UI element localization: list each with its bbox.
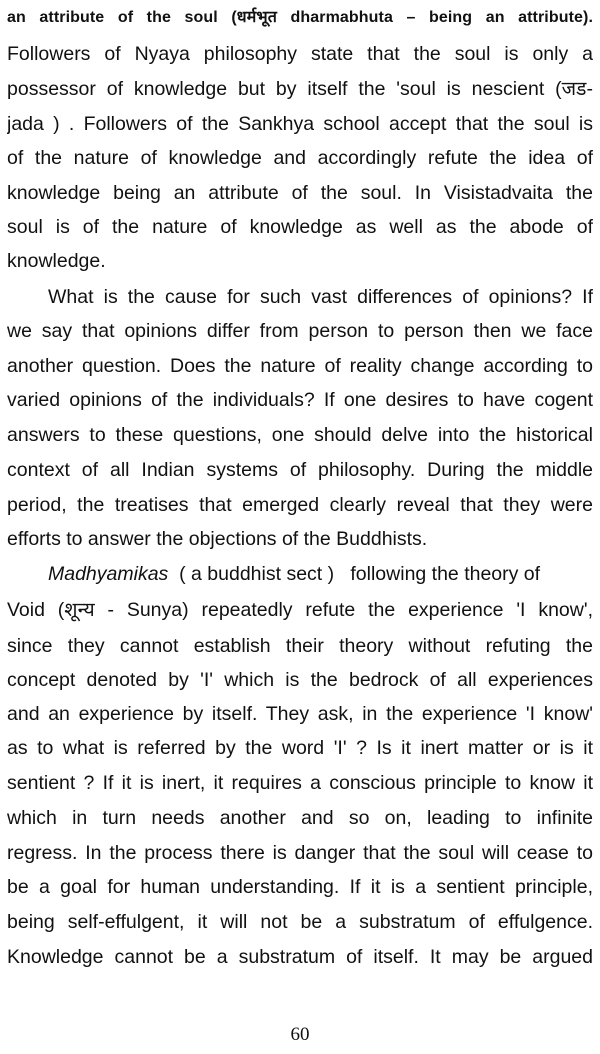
text-span: ( a buddhist sect ) following the theory of [168,563,541,585]
text-line: we say that opinions differ from person to person then we face [7,320,593,342]
paragraph-first-line [48,557,593,591]
text-line: answers to these questions, one should delve into the historical [7,424,593,446]
text-line: knowledge. [7,250,106,272]
text-line: another question. Does the nature of reality change according to [7,355,593,377]
text-line: varied opinions of the individuals? If one desires to have cogent [7,389,593,411]
text-line: being self-effulgent, it will not be a substratum of effulgence. [7,911,593,933]
text-line: Knowledge cannot be a substratum of itself. It may be argued [7,946,593,968]
text-line: concept denoted by 'I' which is the bedrock of all experiences [7,669,593,691]
text-line: knowledge being an attribute of the soul. In Visistadvaita the [7,182,593,204]
text-line: as to what is referred by the word 'I' ? Is it inert matter or is it [7,737,593,759]
text-line: regress. In the process there is danger that the soul will cease to [7,842,593,864]
text-line: sentient ? If it is inert, it requires a conscious principle to know it [7,772,593,794]
text-line: since they cannot establish their theory without refuting the [7,635,593,657]
text-line: jada ) . Followers of the Sankhya school accept that the soul is [7,113,593,135]
italic-term: Madhyamikas [48,563,169,585]
text-line: and an experience by itself. They ask, in the experience 'I know' [7,703,593,725]
text-line: which in turn needs another and so on, leading to infinite [7,807,593,829]
text-line: efforts to answer the objections of the Buddhists. [7,528,428,550]
text-line: period, the treatises that emerged clearly reveal that they were [7,494,593,516]
text-line: soul is of the nature of knowledge as well as the abode of [7,216,593,238]
text-line: Followers of Nyaya philosophy state that the soul is only a [7,43,593,65]
page-number: 60 [290,1024,310,1045]
text-line: Void (शून्य - Sunya) repeatedly refute the experience 'I know', [7,599,593,621]
text-line: context of all Indian systems of philosophy. During the middle [7,459,593,481]
text-line: an attribute of the soul (धर्मभूत dharmabhuta – being an attribute). [7,9,593,26]
text-line: possessor of knowledge but by itself the 'soul is nescient (जड- [7,78,593,100]
text-line: be a goal for human understanding. If it is a sentient principle, [7,876,593,898]
text-line: of the nature of knowledge and accordingly refute the idea of [7,147,593,169]
paragraph-first-line: What is the cause for such vast differences of opinions? If [48,286,593,308]
